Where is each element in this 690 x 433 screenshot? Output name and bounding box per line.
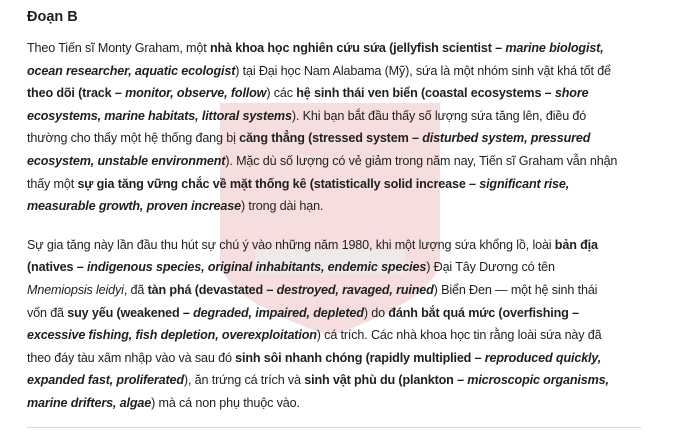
- text-segment: Sự gia tăng này lần đầu thu hút sự chú ý vào những năm 1980, khi một lượng sứa khổng lồ, loài: [27, 237, 555, 252]
- highlighted-term: monitor, observe, follow: [125, 86, 267, 101]
- highlighted-term: indigenous species, original inhabitants, endemic species: [86, 260, 427, 275]
- text-segment: ) Biển Đen — một hệ sinh thái: [433, 282, 598, 297]
- highlighted-term: bản địa: [554, 237, 598, 252]
- text-segment: ) các: [266, 86, 297, 101]
- paragraph-2: [27, 234, 667, 415]
- text-segment: theo đáy tàu xâm nhập vào và sau đó: [27, 350, 236, 365]
- text-segment: ), ăn trứng cá trích và: [183, 373, 305, 388]
- highlighted-term: significant rise,: [479, 176, 570, 191]
- highlighted-term: marine drifters, algae: [27, 395, 152, 410]
- highlighted-term: suy yếu (weakened –: [67, 305, 194, 320]
- highlighted-term: ecosystems, marine habitats, littoral systems: [27, 108, 292, 123]
- highlighted-term: degraded, impaired, depleted: [193, 305, 364, 320]
- highlighted-term: hệ sinh thái ven biển (coastal ecosystems –: [296, 86, 555, 101]
- text-segment: ) do: [363, 305, 389, 320]
- highlighted-term: Mnemiopsis leidyi: [27, 282, 124, 297]
- highlighted-term: nhà khoa học nghiên cứu sứa (jellyfish scientist –: [209, 41, 506, 55]
- text-segment: thường cho thấy một hệ thống đang bị: [27, 131, 240, 146]
- text-segment: ) tại Đại học Nam Alabama (Mỹ), sứa là một nhóm sinh vật khá tốt để: [235, 63, 611, 78]
- text-segment: ) cá trích. Các nhà khoa học tin rằng loài sứa này đã: [316, 328, 602, 343]
- section-heading: Đoạn B: [27, 9, 78, 25]
- highlighted-term: (natives –: [27, 260, 87, 275]
- highlighted-term: shore: [554, 86, 589, 101]
- highlighted-term: destroyed, ravaged, ruined: [276, 282, 434, 297]
- highlighted-term: căng thẳng (stressed system –: [239, 131, 423, 146]
- highlighted-term: ecosystem, unstable environment: [27, 153, 226, 168]
- text-segment: thấy một: [27, 176, 78, 191]
- text-segment: ) trong dài hạn.: [240, 199, 324, 214]
- highlighted-term: measurable growth, proven increase: [27, 199, 241, 214]
- highlighted-term: đánh bắt quá mức (overfishing –: [388, 305, 579, 320]
- text-segment: Theo Tiến sĩ Monty Graham, một: [27, 41, 210, 55]
- highlighted-term: expanded fast, proliferated: [27, 373, 184, 388]
- text-segment: ). Mặc dù số lượng có vẻ giảm trong năm nay, Tiến sĩ Graham vẫn nhận: [225, 153, 618, 168]
- highlighted-term: tàn phá (devastated –: [147, 282, 277, 297]
- paragraph-1: [27, 37, 667, 218]
- text-segment: ). Khi bạn bắt đầu thấy số lượng sứa tăng lên, điều đó: [291, 108, 587, 123]
- highlighted-term: marine biologist,: [505, 41, 604, 55]
- highlighted-term: sinh vật phù du (plankton –: [304, 373, 468, 388]
- text-segment: ) mà cá non phụ thuộc vào.: [151, 395, 300, 410]
- text-segment: vốn đã: [27, 305, 68, 320]
- highlighted-term: theo dõi (track –: [27, 86, 126, 101]
- highlighted-term: ocean researcher, aquatic ecologist: [27, 63, 236, 78]
- highlighted-term: disturbed system, pressured: [422, 131, 591, 146]
- text-segment: , đã: [123, 282, 148, 297]
- highlighted-term: excessive fishing, fish depletion, overexploitation: [27, 328, 317, 343]
- document-body: [27, 6, 667, 431]
- highlighted-term: microscopic organisms,: [467, 373, 609, 388]
- text-segment: ) Đại Tây Dương có tên: [426, 260, 555, 275]
- highlighted-term: sự gia tăng vững chắc về mặt thống kê (statistically solid increase –: [77, 176, 480, 191]
- highlighted-term: reproduced quickly,: [484, 350, 602, 365]
- highlighted-term: sinh sôi nhanh chóng (rapidly multiplied –: [235, 350, 485, 365]
